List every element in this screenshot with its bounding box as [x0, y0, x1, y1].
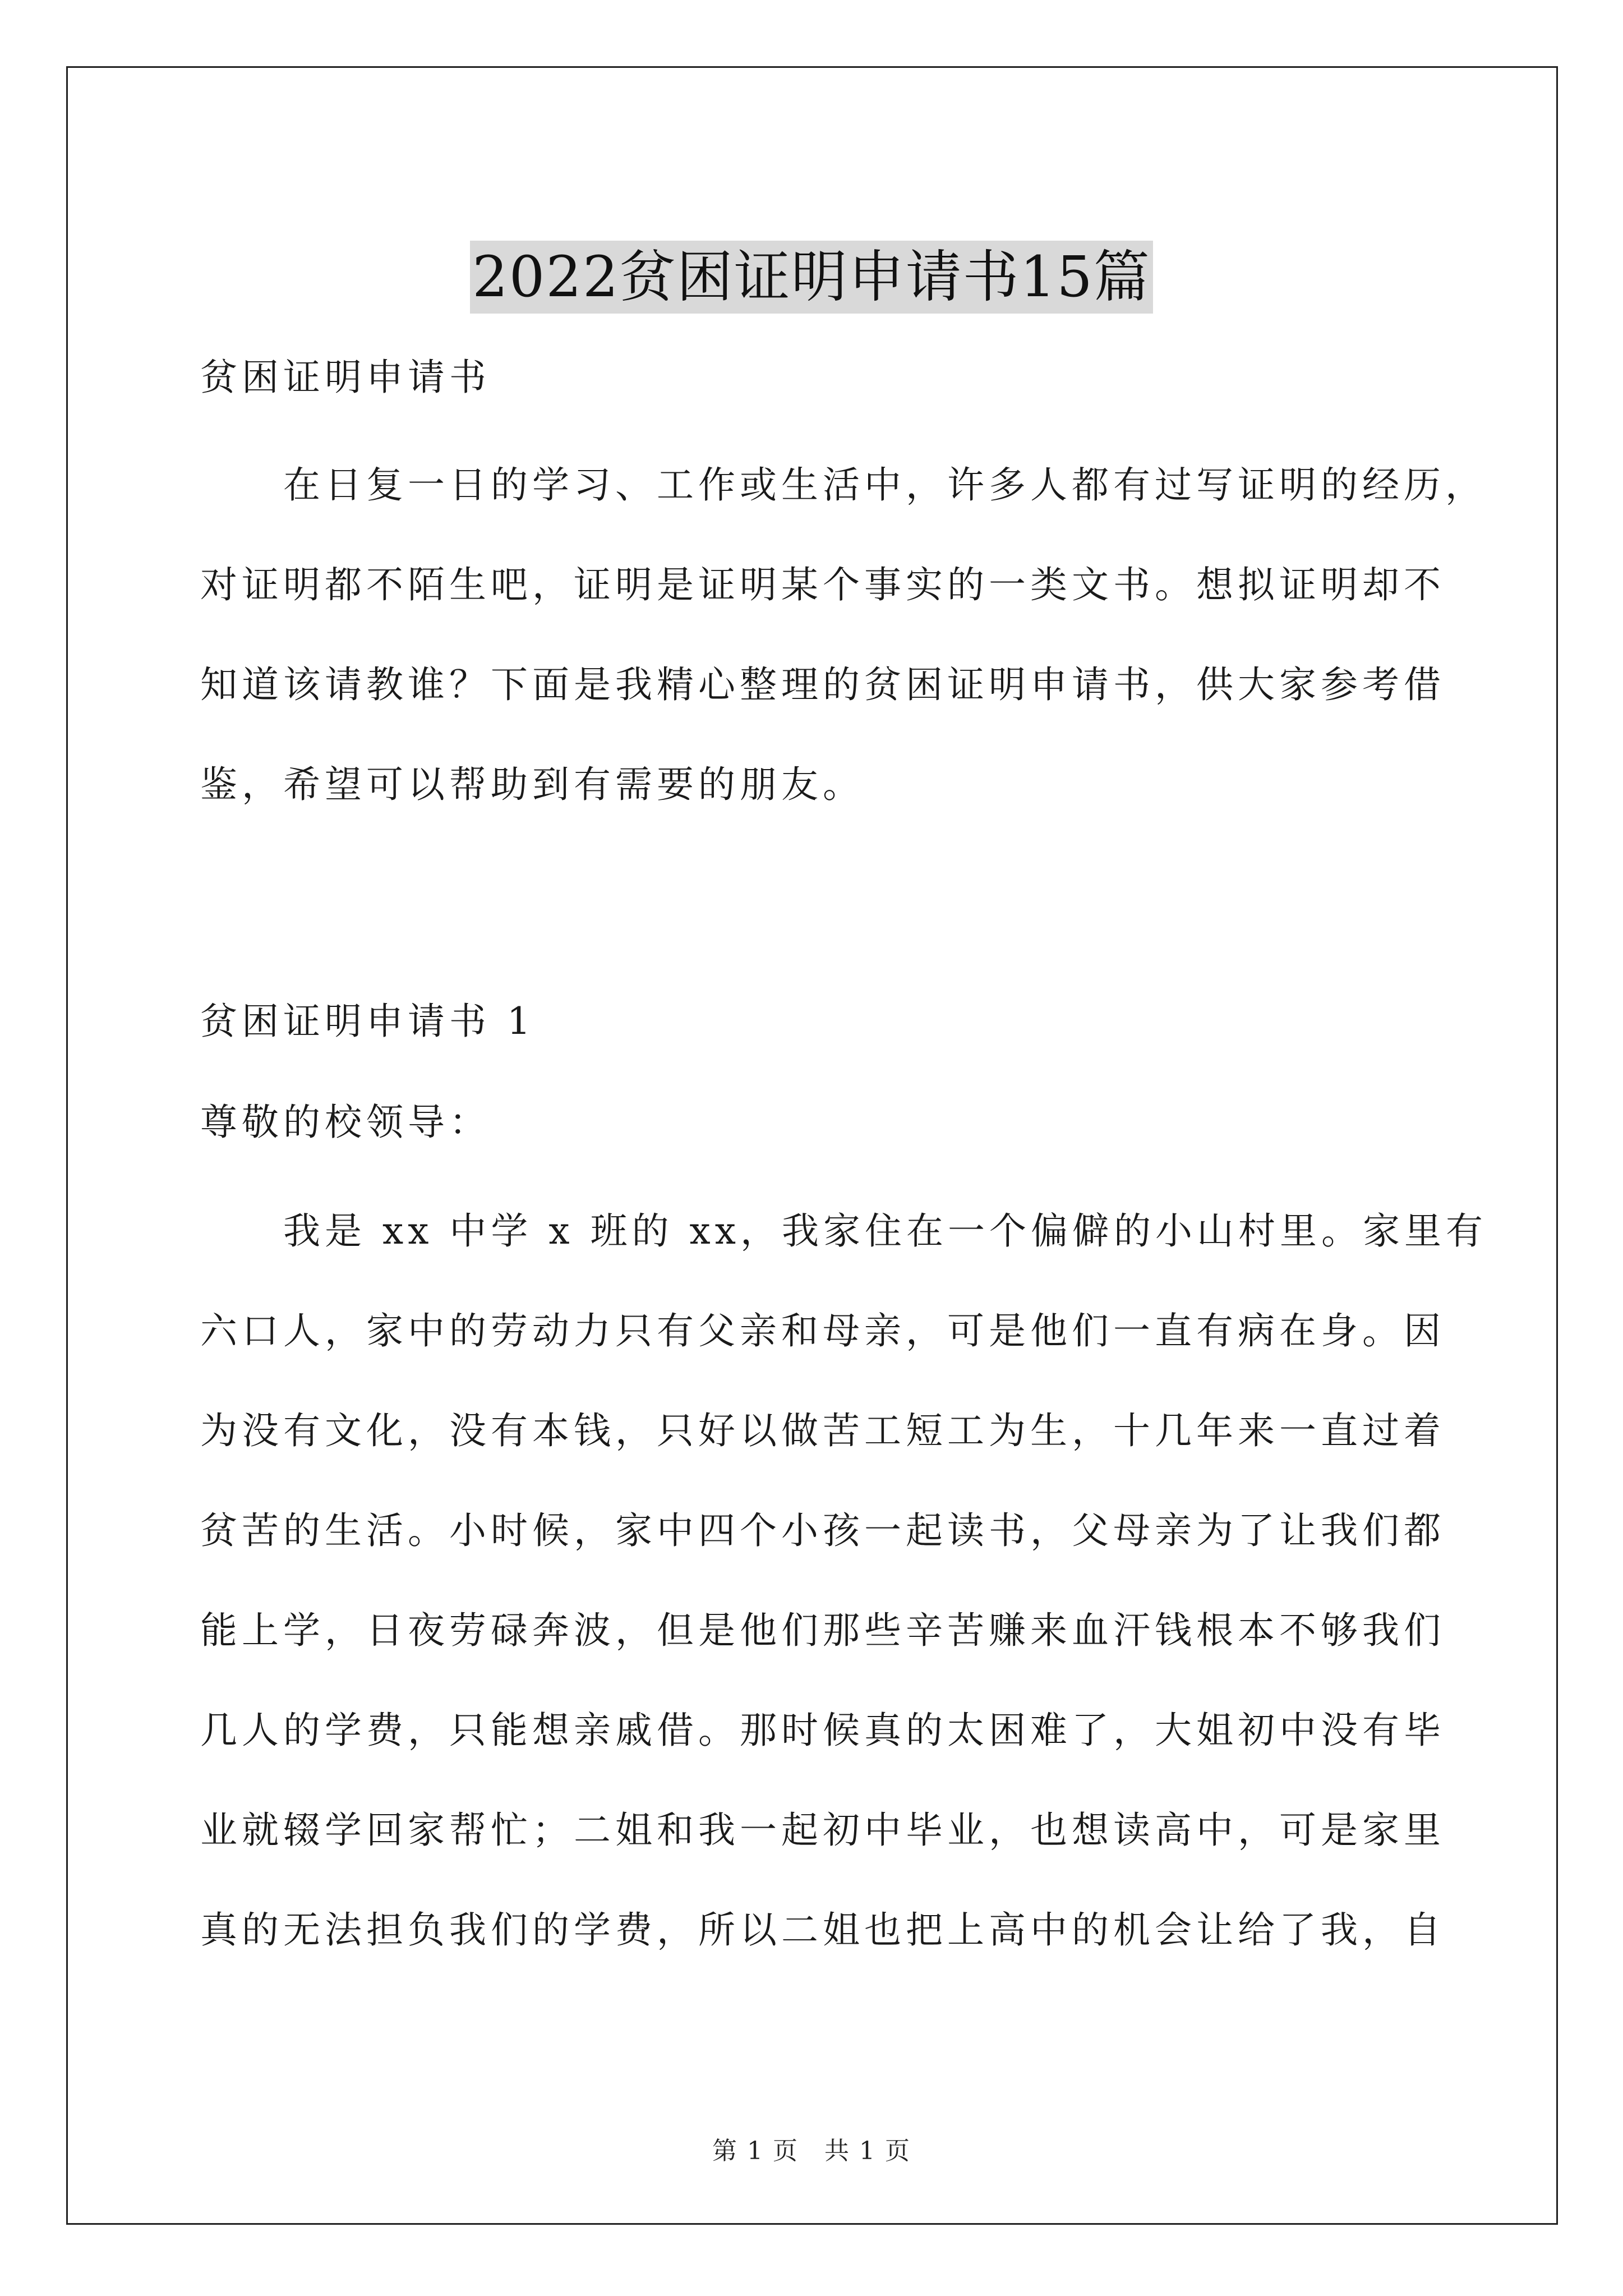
- paragraph-line: 真的无法担负我们的学费，所以二姐也把上高中的机会让给了我，自: [200, 1908, 1445, 1952]
- section-heading-block: [200, 996, 1434, 1047]
- intro-paragraph: [200, 435, 1487, 835]
- intro-heading-block: [200, 352, 1434, 403]
- section-heading: 贫困证明申请书 1: [200, 1000, 535, 1043]
- intro-heading: 贫困证明申请书: [200, 356, 491, 399]
- paragraph-line: 鉴，希望可以帮助到有需要的朋友。: [200, 763, 864, 806]
- salutation-block: [200, 1097, 1434, 1148]
- paragraph-line: 为没有文化，没有本钱，只好以做苦工短工为生，十几年来一直过着: [200, 1409, 1445, 1452]
- paragraph-line: 几人的学费，只能想亲戚借。那时候真的太困难了，大姐初中没有毕: [200, 1709, 1445, 1752]
- paragraph-line: 能上学，日夜劳碌奔波，但是他们那些辛苦赚来血汗钱根本不够我们: [200, 1609, 1445, 1652]
- paragraph-line: 知道该请教谁？下面是我精心整理的贫困证明申请书，供大家参考借: [200, 663, 1445, 706]
- salutation: 尊敬的校领导：: [200, 1101, 491, 1144]
- paragraph-line: 六口人，家中的劳动力只有父亲和母亲，可是他们一直有病在身。因: [200, 1309, 1445, 1352]
- paragraph-line: 业就辍学回家帮忙；二姐和我一起初中毕业，也想读高中，可是家里: [200, 1809, 1445, 1852]
- title-container: [0, 203, 1623, 351]
- paragraph-line: 对证明都不陌生吧，证明是证明某个事实的一类文书。想拟证明却不: [200, 563, 1445, 606]
- paragraph-line: 贫苦的生活。小时候，家中四个小孩一起读书，父母亲为了让我们都: [200, 1509, 1445, 1552]
- body-paragraph: [200, 1181, 1488, 1980]
- document-title: 2022贫困证明申请书15篇: [470, 241, 1153, 314]
- page-footer: 第 1 页 共 1 页: [712, 2137, 911, 2165]
- paragraph-line: 我是 xx 中学 x 班的 xx，我家住在一个偏僻的小山村里。家里有: [200, 1209, 1488, 1253]
- paragraph-line: 在日复一日的学习、工作或生活中，许多人都有过写证明的经历，: [200, 463, 1487, 507]
